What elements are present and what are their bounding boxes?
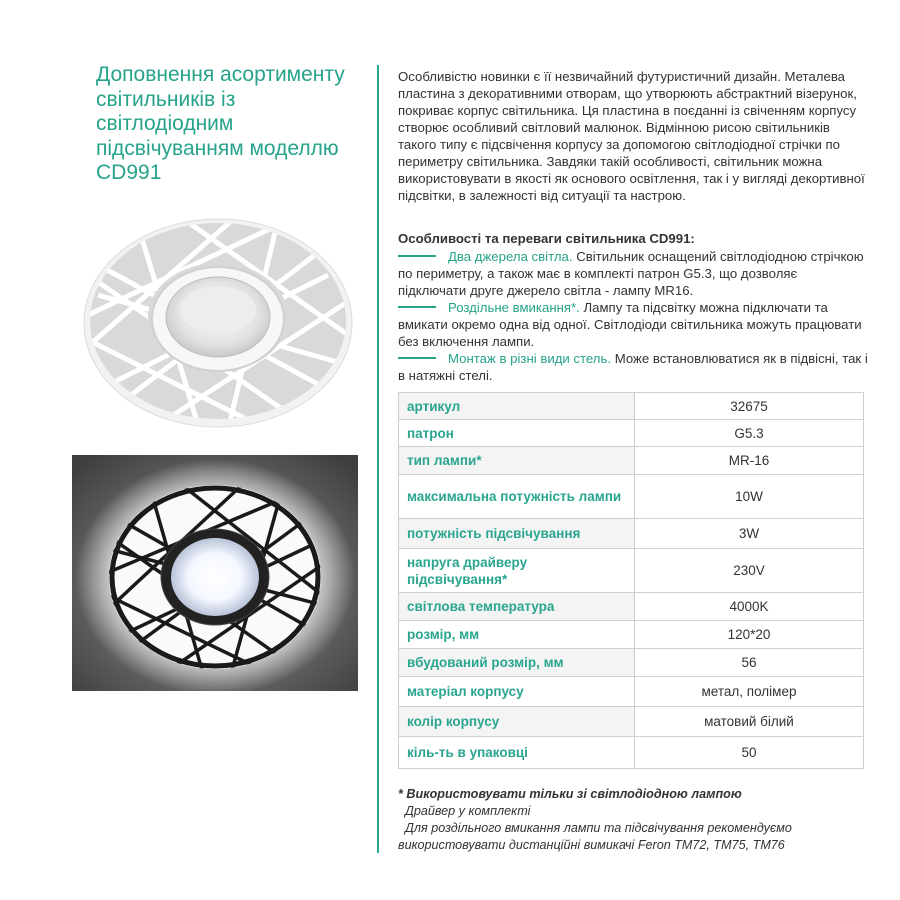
table-row — [399, 677, 864, 707]
spec-label: потужність підсвічування — [399, 519, 635, 549]
spec-value: 120*20 — [635, 621, 864, 649]
feature-text: Лампу та підсвітку можна підключати та вмикати окремо одна від одної. Світлодіоди світильника можуть працювати без включення лампи. — [398, 300, 862, 349]
spec-label: патрон — [399, 420, 635, 447]
spec-label: вбудований розмір, мм — [399, 649, 635, 677]
spec-label: тип лампи* — [399, 447, 635, 475]
spec-value: G5.3 — [635, 420, 864, 447]
table-row — [399, 649, 864, 677]
footnote: Для роздільного вмикання лампи та підсвічування рекомендуємо використовувати дистанційні вимикачі Feron TM72, TM75, TM76 — [398, 821, 796, 852]
spec-label: кіль-ть в упаковці — [399, 737, 635, 769]
table-row — [399, 393, 864, 420]
feature-text: Світильник оснащений світлодіодною стрічкою по периметру, а також має в комплекті патрон G5.3, що дозволяє підключати друге джерело світла - лампу MR16. — [398, 249, 864, 298]
spec-label: напруга драйверу підсвічування* — [399, 549, 635, 593]
column-divider — [377, 65, 379, 853]
luminaire-lit-image — [72, 455, 358, 691]
spec-value: 4000K — [635, 593, 864, 621]
spec-value: 32675 — [635, 393, 864, 420]
dash-bullet-icon — [398, 357, 436, 359]
features-title: Особливості та переваги світильника CD991: — [398, 231, 695, 246]
table-row — [399, 549, 864, 593]
table-row — [399, 475, 864, 519]
dash-bullet-icon — [398, 255, 436, 257]
table-row — [399, 519, 864, 549]
table-row — [399, 593, 864, 621]
spec-value: 230V — [635, 549, 864, 593]
spec-value: 56 — [635, 649, 864, 677]
dash-bullet-icon — [398, 306, 436, 308]
spec-label: світлова температура — [399, 593, 635, 621]
table-row — [399, 447, 864, 475]
feature-highlight: Роздільне вмикання*. — [448, 300, 580, 315]
spec-label: розмір, мм — [399, 621, 635, 649]
table-row — [399, 621, 864, 649]
feature-item — [398, 350, 868, 384]
spec-value: 50 — [635, 737, 864, 769]
feature-item — [398, 299, 868, 350]
table-row — [399, 420, 864, 447]
table-row — [399, 737, 864, 769]
spec-label: матеріал корпусу — [399, 677, 635, 707]
features-list — [398, 248, 868, 384]
spec-value: 10W — [635, 475, 864, 519]
feature-item — [398, 248, 868, 299]
feature-text: Може встановлюватися як в підвісні, так і в натяжні стелі. — [398, 351, 868, 383]
spec-value: 3W — [635, 519, 864, 549]
spec-label: артикул — [399, 393, 635, 420]
page-title: Доповнення асортименту світильників із світлодіодним підсвічуванням моделлю CD991 — [96, 63, 345, 184]
spec-value: метал, полімер — [635, 677, 864, 707]
description-text: Особливістю новинки є її незвичайний футуристичний дизайн. Металева пластина з декоративними отворам, що утворюють абстрактний візерунок, покриває корпус світильника. Ця пластина в поєданні із свіченням корпусу створює особливий світловий малюнок. Відмінною рисою світильників такого типу є підсвічення корпусу за допомогою світлодіодної стрічки по периметру світильника. Завдяки такій особливості, світильник можна використовувати в якості як основого освітлення, так і у вигляді декортивної підсвітки, в залежності від ситуації та настрою. — [398, 69, 865, 203]
luminaire-white-image — [78, 205, 358, 435]
table-row — [399, 707, 864, 737]
spec-value: MR-16 — [635, 447, 864, 475]
feature-highlight: Монтаж в різні види стель. — [448, 351, 612, 366]
feature-highlight: Два джерела світла. — [448, 249, 573, 264]
specs-table — [398, 392, 864, 769]
footnotes — [398, 786, 868, 854]
footnote: * Використовувати тільки зі світлодіодною лампою — [398, 787, 742, 801]
footnote: Драйвер у комплекті — [398, 804, 531, 818]
spec-label: колір корпусу — [399, 707, 635, 737]
spec-label: максимальна потужність лампи — [399, 475, 635, 519]
spec-value: матовий білий — [635, 707, 864, 737]
